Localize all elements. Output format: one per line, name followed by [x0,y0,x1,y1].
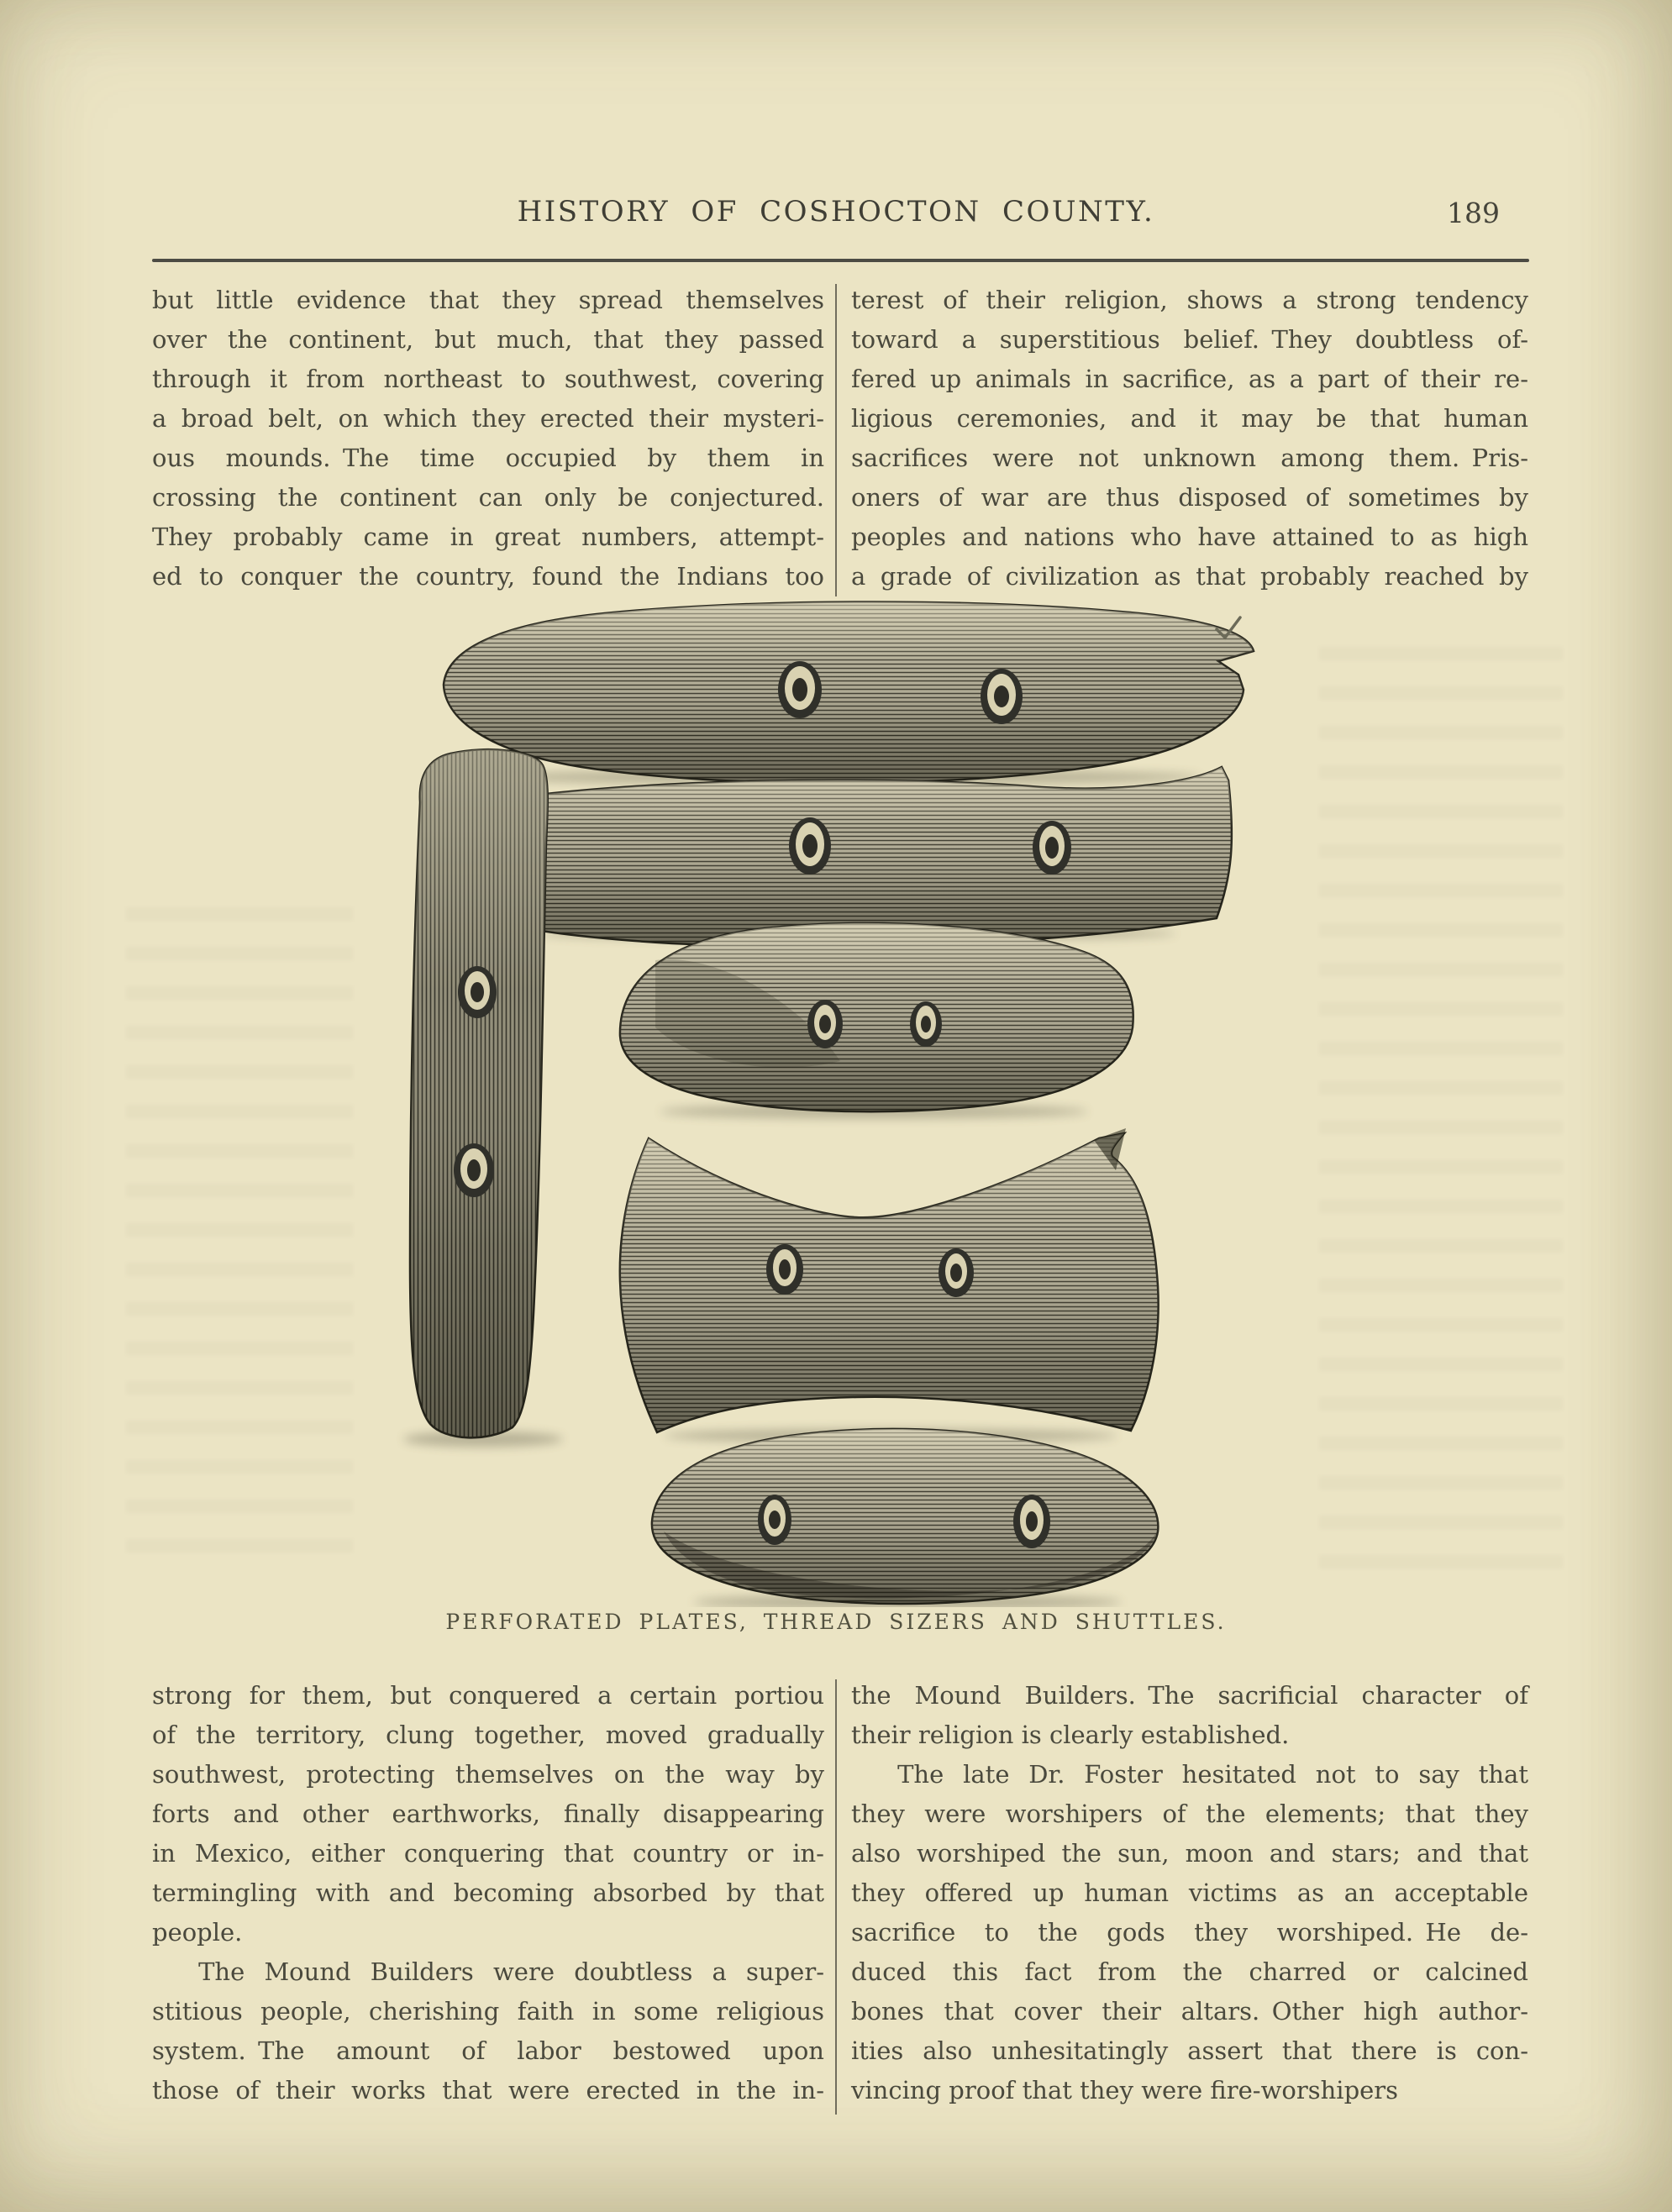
paragraph [152,1952,824,2110]
page-number: 189 [1447,197,1500,229]
text-line: those of their works that were erected in the in- [152,2076,824,2104]
plate-hole [910,1001,942,1047]
text-line: ities also unhesitatingly assert that there is con- [851,2036,1528,2065]
text-line: a broad belt, on which they erected their mysteri- [152,404,824,433]
figure-caption: PERFORATED PLATES, THREAD SIZERS AND SHUTTLES. [445,1610,1227,1634]
text-line: sacrifices were not unknown among them. Pris- [851,444,1528,472]
plate-hole [807,1000,843,1048]
text-line: system. The amount of labor bestowed upon [152,2036,824,2065]
shuttle-oval [652,1429,1158,1604]
column-divider-top [835,284,837,596]
perforated-plate-long-curved [444,602,1254,783]
text-line: termingling with and becoming absorbed by that [152,1878,824,1907]
bottom-left-column [152,1676,824,2110]
text-line: ligious ceremonies, and it may be that human [851,404,1528,433]
plate-hole [939,1248,974,1297]
text-line: peoples and nations who have attained to as high [851,523,1528,551]
text-line: bones that cover their altars. Other high author- [851,1997,1528,2025]
text-line: also worshiped the sun, moon and stars; and that [851,1839,1528,1868]
top-right-column [851,281,1528,596]
text-line: through it from northeast to southwest, covering [152,365,824,393]
text-line: sacrifice to the gods they worshiped. He de- [851,1918,1528,1947]
plate-hole [789,817,831,875]
text-line: The Mound Builders were doubtless a super- [198,1957,824,1986]
thread-sizer-oval [620,923,1133,1111]
text-line: fered up animals in sacrifice, as a part of their re- [851,365,1528,393]
page-showthrough-right [1319,647,1563,1588]
text-line: over the continent, but much, that they passed [152,325,824,354]
artifacts-engraving [370,591,1311,1607]
paragraph [851,1676,1528,1755]
text-line: forts and other earthworks, finally disappearing [152,1800,824,1828]
text-line: The late Dr. Foster hesitated not to say that [897,1760,1528,1789]
top-left-column [152,281,824,596]
column-divider-bottom [835,1679,837,2115]
shuttle-bowtie [620,1128,1159,1432]
text-line: duced this fact from the charred or calcined [851,1957,1528,1986]
page-header-title: HISTORY OF COSHOCTON COUNTY. [517,195,1155,229]
text-line: oners of war are thus disposed of sometimes by [851,483,1528,512]
plate-hole [758,1495,791,1545]
plate-hole [778,661,822,718]
text-line: in Mexico, either conquering that country or in- [152,1839,824,1868]
text-line: a grade of civilization as that probably reached by [851,562,1528,591]
plate-hole [1013,1495,1050,1548]
text-line: they were worshipers of the elements; that they [851,1800,1528,1828]
text-line: vincing proof that they were fire-worshipers [851,2076,1399,2104]
text-line: of the territory, clung together, moved gradually [152,1721,824,1749]
paragraph [152,281,824,596]
text-line: toward a superstitious belief. They doubtless of- [851,325,1528,354]
text-line: they offered up human victims as an acceptable [851,1878,1528,1907]
text-line: their religion is clearly established. [851,1721,1290,1749]
perforated-plate-rectangular [476,767,1232,947]
perforated-plate-vertical [410,749,548,1437]
text-line: southwest, protecting themselves on the way by [152,1760,824,1789]
page-showthrough-left [126,907,353,1563]
text-line: strong for them, but conquered a certain portiou [152,1681,824,1710]
text-line: stitious people, cherishing faith in some religious [152,1997,824,2025]
plate-hole [981,669,1023,724]
plate-hole [1033,821,1071,875]
plate-hole [458,966,497,1018]
bottom-right-column [851,1676,1528,2110]
text-line: ed to conquer the country, found the Indians too [152,562,824,591]
text-line: but little evidence that they spread themselves [152,286,824,314]
text-line: ous mounds. The time occupied by them in [152,444,824,472]
text-line: people. [152,1918,243,1947]
text-line: terest of their religion, shows a strong tendency [851,286,1528,314]
plate-hole [766,1244,803,1295]
text-line: They probably came in great numbers, attempt- [152,523,824,551]
text-line: crossing the continent can only be conjectured. [152,483,824,512]
paragraph [152,1676,824,1952]
paragraph [851,1755,1528,2110]
header-rule [152,259,1529,262]
plate-hole [454,1143,494,1197]
paragraph [851,281,1528,596]
text-line: the Mound Builders. The sacrificial character of [851,1681,1528,1710]
